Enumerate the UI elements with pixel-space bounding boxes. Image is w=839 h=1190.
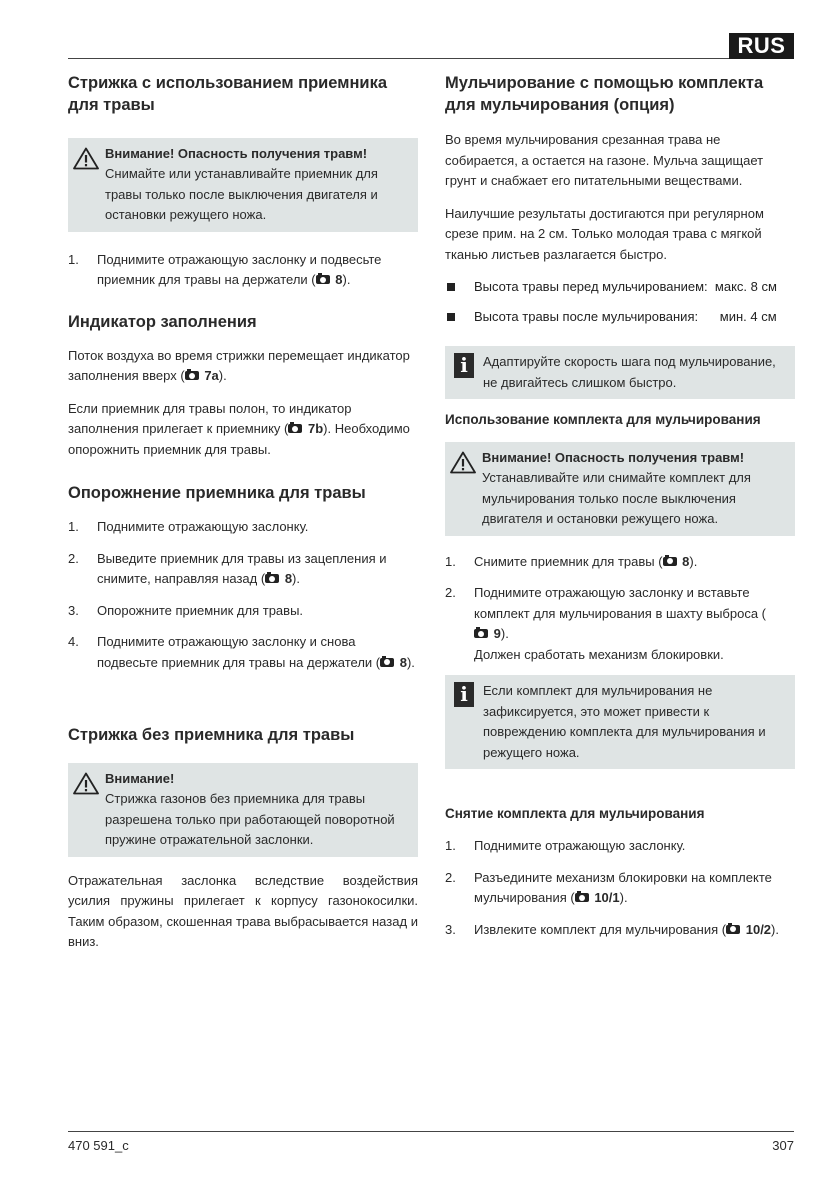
figure-ref: 7a (185, 368, 219, 383)
warning-triangle-icon (73, 147, 99, 170)
section-title-using-kit: Использование комплекта для мульчирования (445, 412, 761, 427)
warning-title: Внимание! Опасность получения травм! (105, 146, 368, 161)
camera-icon (316, 275, 330, 284)
figure-ref: 8 (265, 571, 292, 586)
info-text: Адаптируйте скорость шага под мульчирование, не двигайтесь слишком быстро. (483, 354, 776, 390)
info-box-speed (445, 346, 795, 399)
step-number: 1. (68, 251, 79, 267)
document-number: 470 591_c (68, 1138, 129, 1153)
steps-list (68, 250, 418, 291)
warning-text: Устанавливайте или снимайте комплект для мульчирования только после выключения двигателя и остановки режущего ножа. (482, 470, 751, 526)
list-item: 1. Поднимите отражающую заслонку. (68, 519, 309, 534)
list-item: 4. Поднимите отражающую заслонку и снова подвесьте приемник для травы на держатели ( 8). (68, 634, 415, 670)
camera-icon (380, 658, 394, 667)
list-item: 3. Извлеките комплект для мульчирования ( 10/2). (445, 921, 779, 937)
warning-box-injury (445, 442, 795, 536)
figure-ref: 8 (663, 554, 690, 569)
list-item: Высота травы после мульчирования: мин. 4 см (445, 307, 795, 328)
left-column (68, 72, 418, 953)
figure-ref: 7b (288, 421, 323, 436)
list-item: 2. Разъедините механизм блокировки на комплекте мульчирования ( 10/1). (445, 869, 772, 905)
list-item: 1. Поднимите отражающую заслонку. (445, 838, 686, 853)
right-column (445, 72, 795, 940)
warning-title: Внимание! Опасность получения травм! (482, 450, 745, 465)
steps-list (445, 836, 795, 940)
warning-triangle-icon (450, 451, 476, 474)
list-item: Высота травы перед мульчированием: макс. 8 см (445, 277, 795, 298)
paragraph: Поток воздуха во время стрижки перемещает индикатор заполнения вверх ( 7a). (68, 347, 410, 383)
camera-icon (726, 925, 740, 934)
paragraph: Если приемник для травы полон, то индикатор заполнения прилегает к приемнику ( 7b). Необходимо опорожнить приемник для травы. (68, 400, 410, 457)
warning-box-attention (68, 763, 418, 857)
page-number: 307 (772, 1138, 794, 1153)
camera-icon (474, 629, 488, 638)
warning-text: Стрижка газонов без приемника для травы разрешена только при работающей поворотной пружине отражательной заслонки. (105, 791, 395, 847)
bullet-list (445, 277, 795, 327)
language-badge: RUS (729, 33, 794, 59)
figure-ref: 10/1 (575, 890, 620, 905)
camera-icon (288, 424, 302, 433)
bullet-square-icon (447, 313, 455, 321)
section-title-no-catcher: Стрижка без приемника для травы (68, 726, 355, 744)
figure-ref: 8 (380, 655, 407, 670)
camera-icon (265, 574, 279, 583)
figure-ref: 8 (316, 272, 343, 287)
step-text: Поднимите отражающую заслонку и подвесьте приемник для травы на держатели ( (97, 251, 382, 287)
list-item: 1. Снимите приемник для травы ( 8). (445, 553, 698, 569)
figure-ref: 10/2 (726, 922, 771, 937)
section-title-mulching: Мульчирование с помощью комплекта для мульчирования (опция) (445, 74, 764, 114)
camera-icon (663, 557, 677, 566)
info-icon: i (454, 682, 474, 707)
bottom-rule (68, 1131, 794, 1132)
paragraph: Во время мульчирования срезанная трава не собирается, а остается на газоне. Мульча защищает грунт и снабжает его питательными веществами. (445, 132, 764, 188)
steps-list (445, 552, 795, 666)
bullet-square-icon (447, 283, 455, 291)
info-icon: i (454, 353, 474, 378)
section-title-fill-indicator: Индикатор заполнения (68, 312, 257, 331)
camera-icon (575, 893, 589, 902)
section-title-grass-catcher: Стрижка с использованием приемника для травы (68, 74, 388, 114)
warning-box-injury (68, 138, 418, 232)
list-item: 2. Выведите приемник для травы из зацепления и снимите, направляя назад ( 8). (68, 550, 387, 586)
info-box-lock (445, 675, 795, 769)
steps-list (68, 517, 418, 673)
list-item: 3. Опорожните приемник для травы. (68, 602, 304, 618)
paragraph: Наилучшие результаты достигаются при регулярном срезе прим. на 2 см. Только молодая трава с мягкой тканью листьев разлагается быстро. (445, 205, 764, 262)
camera-icon (185, 371, 199, 380)
warning-triangle-icon (73, 772, 99, 795)
section-title-emptying: Опорожнение приемника для травы (68, 484, 366, 502)
figure-ref: 9 (474, 626, 501, 641)
warning-text: Снимайте или устанавливайте приемник для травы только после выключения двигателя и остановки режущего ножа. (105, 166, 378, 222)
list-item: 1. Поднимите отражающую заслонку и подвесьте приемник для травы на держатели ( 8). (68, 251, 382, 287)
paragraph: Отражательная заслонка вследствие воздействия усилия пружины прилегает к корпусу газонокосилки. Таким образом, скошенная трава выбрасывается назад и вниз. (68, 872, 418, 949)
info-text: Если комплект для мульчирования не зафиксируется, это может привести к повреждению комплекта для мульчирования и режущего ножа. (483, 683, 766, 760)
section-title-removing-kit: Снятие комплекта для мульчирования (445, 806, 705, 821)
list-item: 2. Поднимите отражающую заслонку и вставьте комплект для мульчирования в шахту выброса ( 9). Должен сработать механизм блокировки. (445, 585, 767, 662)
top-rule (68, 58, 794, 59)
warning-title: Внимание! (105, 771, 175, 786)
